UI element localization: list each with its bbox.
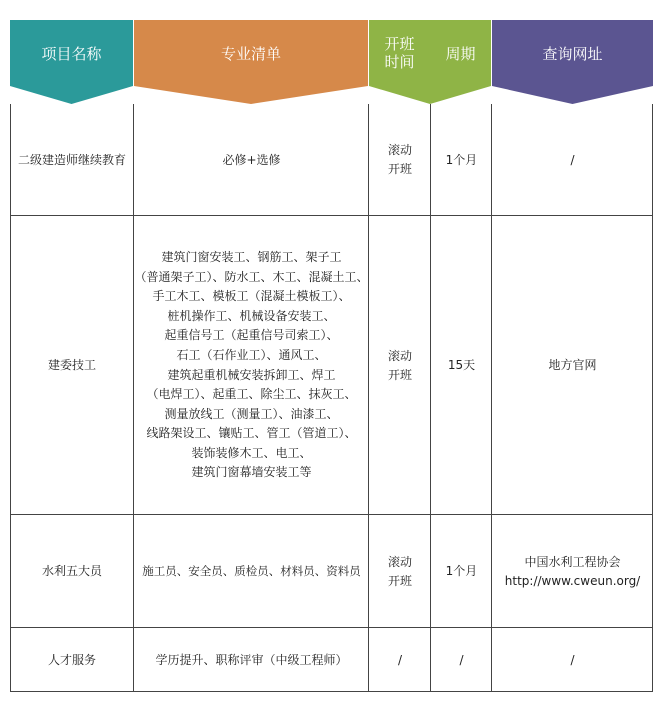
row1-name: 二级建造师继续教育: [17, 152, 126, 167]
course-table: [10, 20, 653, 692]
header-period-label: 周期: [445, 44, 476, 63]
header-specialty-list: [134, 20, 368, 104]
header-specialty-list-label: 专业清单: [220, 44, 281, 63]
row4-period: /: [459, 652, 464, 667]
header-project-name: [10, 20, 133, 104]
row4-list: 学历提升、职称评审（中级工程师）: [155, 652, 348, 667]
header-time-period: [369, 20, 491, 104]
header-query-url-label: 查询网址: [542, 44, 603, 63]
row4-url: /: [570, 652, 575, 667]
row2-name: 建委技工: [47, 358, 96, 372]
row3-start-time: 滚动 开班: [387, 554, 412, 588]
row4-name: 人才服务: [47, 652, 96, 667]
row2-start-time: 滚动 开班: [387, 348, 412, 382]
header-project-name-label: 项目名称: [41, 44, 102, 63]
header-query-url: [492, 20, 653, 104]
row1-url: /: [570, 152, 575, 167]
row1-list: 必修+选修: [222, 152, 281, 167]
header-start-time-label-2: 时间: [384, 53, 415, 71]
row3-period: 1个月: [445, 564, 478, 578]
row4-start-time: /: [397, 652, 403, 667]
row2-list: 建筑门窗安装工、钢筋工、架子工 （普通架子工）、防水工、木工、混凝土工、 手工木工、模板工（混凝土模板工）、 桩机操作工、机械设备安装工、 起重信号工（起重信号司索工）、 石工（石作业工）、通风工、 建筑起重机械安装拆卸工、焊工 （电焊工）、起重工、除尘工、抹灰工、 测量放线工（测量工）、油漆工、 线路架设工、镶贴工、管工（管道工）、 装饰装修木工、电工、 建筑门窗幕墙安装工等: [134, 249, 369, 480]
row2-period: 15天: [447, 358, 476, 372]
row3-url: 中国水利工程协会 http://www.cweun.org/: [504, 554, 641, 588]
row3-name: 水利五大员: [41, 564, 102, 578]
row1-period: 1个月: [445, 152, 478, 167]
header-start-time-label-1: 开班: [384, 35, 415, 53]
row2-url: 地方官网: [548, 358, 597, 372]
row1-start-time: 滚动 开班: [387, 143, 412, 176]
row3-list: 施工员、安全员、质检员、材料员、资料员: [142, 564, 361, 578]
